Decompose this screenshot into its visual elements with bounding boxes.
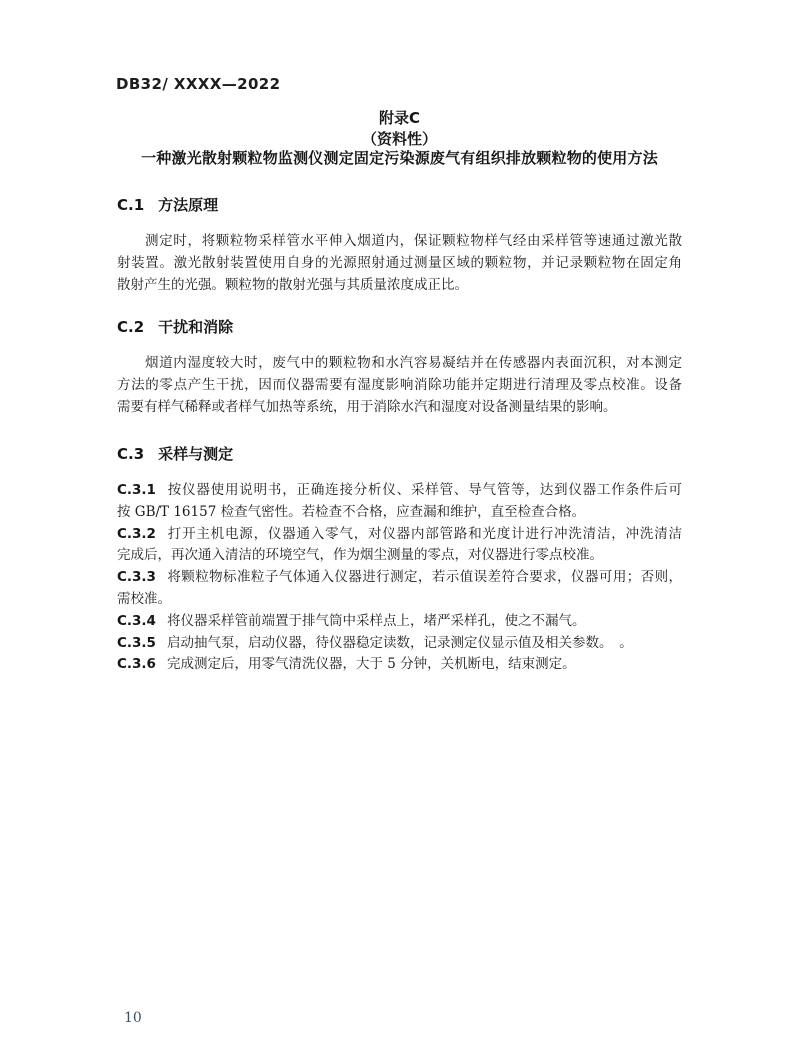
section-heading-c1: [117, 194, 682, 215]
clause-number: C.3.6: [117, 656, 156, 673]
clause-number: C.3.2: [117, 525, 156, 542]
clause-number: C.3.5: [117, 634, 156, 651]
clause-number: C.3.4: [117, 612, 156, 629]
section-heading-c3: [117, 443, 682, 464]
section-title: 干扰和消除: [158, 318, 234, 336]
clause-line: 需校准。: [117, 590, 171, 607]
clause-line: 完成后，再次通入清洁的环境空气，作为烟尘测量的零点，对仪器进行零点校准。: [117, 547, 603, 564]
paragraph-line: 方法的零点产生干扰，因而仪器需要有湿度影响消除功能并定期进行清理及零点校准。设备: [117, 377, 682, 393]
doc-code-header: DB32/ XXXX—2022: [116, 75, 281, 93]
section-title: 采样与测定: [158, 445, 234, 463]
section-c1-paragraph: [117, 230, 682, 296]
section-c3-clauses: [117, 480, 682, 676]
paragraph-line: 散射产生的光强。颗粒物的散射光强与其质量浓度成正比。: [117, 277, 468, 293]
clause-line: [117, 633, 682, 655]
clause-line: [117, 611, 682, 633]
clause-text: 将颗粒物标准粒子气体通入仪器进行测定，若示值误差符合要求，仪器可用；否则，: [166, 569, 682, 586]
clause-text: 将仪器采样管前端置于排气筒中采样点上，堵严采样孔，使之不漏气。: [166, 612, 586, 629]
appendix-title: 一种激光散射颗粒物监测仪测定固定污染源废气有组织排放颗粒物的使用方法: [141, 149, 658, 167]
clause-line: 按 GB/T 16157 检查气密性。若检查不合格，应查漏和维护，直至检查合格。: [117, 503, 586, 520]
clause-text: 按仪器使用说明书，正确连接分析仪、采样管、导气管等，达到仪器工作条件后可: [166, 482, 682, 498]
section-title: 方法原理: [158, 196, 219, 214]
clause-number: C.3.1: [117, 482, 156, 498]
section-c2-paragraph: [117, 352, 682, 418]
clause-number: C.3.3: [117, 569, 156, 586]
appendix-label: 附录C: [378, 109, 420, 127]
clause-text: 完成测定后，用零气清洗仪器，大于 5 分钟，关机断电，结束测定。: [166, 656, 576, 673]
appendix-classification: （资料性）: [361, 130, 437, 148]
paragraph-line: 需要有样气稀释或者样气加热等系统，用于消除水汽和湿度对设备测量结果的影响。: [117, 399, 617, 415]
clause-text: 启动抽气泵，启动仪器，待仪器稳定读数，记录测定仪显示值及相关参数。 。: [166, 634, 633, 651]
paragraph-line: 烟道内湿度较大时，废气中的颗粒物和水汽容易凝结并在传感器内表面沉积，对本测定: [145, 355, 682, 371]
clause-line: [117, 480, 682, 502]
paragraph-line: 射装置。激光散射装置使用自身的光源照射通过测量区域的颗粒物，并记录颗粒物在固定角: [117, 255, 682, 271]
section-heading-c2: [117, 316, 682, 337]
section-number: C.2: [117, 318, 145, 336]
clause-text: 打开主机电源，仪器通入零气，对仪器内部管路和光度计进行冲洗清洁，冲洗清洁: [166, 525, 682, 542]
clause-line: [117, 567, 682, 589]
section-number: C.1: [117, 196, 145, 214]
paragraph-line: 测定时，将颗粒物采样管水平伸入烟道内，保证颗粒物样气经由采样管等速通过激光散: [145, 233, 682, 249]
page-number: 10: [124, 1010, 142, 1026]
clause-line: [117, 524, 682, 546]
clause-line: [117, 654, 682, 676]
section-number: C.3: [117, 445, 145, 463]
